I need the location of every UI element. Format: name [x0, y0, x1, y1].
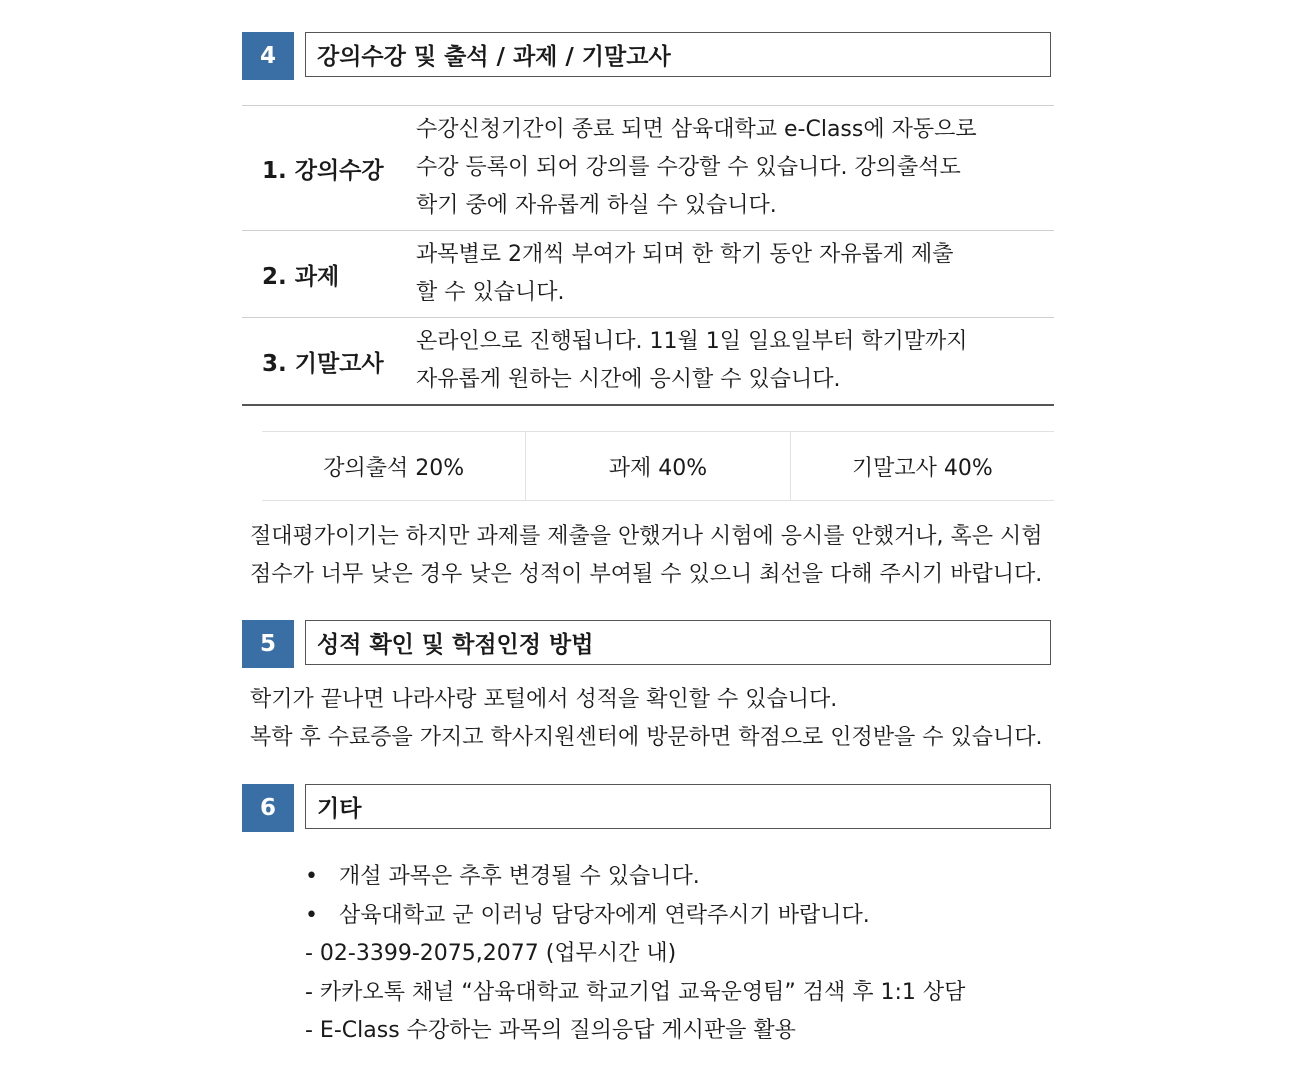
section-4-header [242, 32, 1054, 80]
bullet-icon: • [305, 902, 318, 928]
section-5-title: 성적 확인 및 학점인정 방법 [305, 620, 1051, 665]
list-item-text: 삼육대학교 군 이러닝 담당자에게 연락주시기 바랍니다. [339, 902, 870, 928]
row-text-line: 학기 중에 자유롭게 하실 수 있습니다. [416, 193, 777, 218]
note-line: 절대평가이기는 하지만 과제를 제출을 안했거나 시험에 응시를 안했거나, 혹은 시험 [250, 524, 1043, 549]
info-row-lecture [242, 105, 1054, 231]
body-line: 복학 후 수료증을 가지고 학사지원센터에 방문하면 학점으로 인정받을 수 있습니다. [250, 725, 1043, 750]
section-6-header [242, 784, 1054, 832]
list-item [305, 858, 965, 897]
grade-cell-final-exam: 기말고사 40% [851, 455, 993, 481]
row-text-line: 자유롭게 원하는 시간에 응시할 수 있습니다. [416, 367, 841, 392]
row-text-assignment [416, 236, 1016, 312]
grade-cell-assignment: 과제 40% [526, 432, 790, 500]
contact-line: - 카카오톡 채널 “삼육대학교 학교기업 교육운영팀” 검색 후 1:1 상담 [305, 979, 966, 1005]
row-label-assignment: 2. 과제 [262, 264, 340, 290]
info-row-assignment [242, 230, 1054, 318]
section-6-title: 기타 [305, 784, 1051, 829]
section-5-body [250, 681, 1043, 757]
section-4-number: 4 [242, 32, 294, 80]
section-4-title: 강의수강 및 출석 / 과제 / 기말고사 [305, 32, 1051, 77]
list-item-text: 개설 과목은 추후 변경될 수 있습니다. [339, 864, 700, 889]
contact-line: - 02-3399-2075,2077 (업무시간 내) [305, 941, 677, 966]
grade-weight-table [262, 431, 1054, 501]
row-text-lecture [416, 111, 1016, 225]
contact-line: - E-Class 수강하는 과목의 질의응답 게시판을 활용 [305, 1018, 796, 1043]
row-text-line: 수강 등록이 되어 강의를 수강할 수 있습니다. 강의출석도 [416, 155, 961, 180]
row-text-final-exam [416, 323, 1016, 399]
section-6-number: 6 [242, 784, 294, 832]
row-label-final-exam: 3. 기말고사 [262, 350, 384, 377]
list-item [305, 897, 965, 936]
section-5-number: 5 [242, 620, 294, 668]
grade-cell-attendance: 강의출석 20% [262, 432, 526, 500]
info-row-final-exam [242, 317, 1054, 406]
section-5-header [242, 620, 1054, 668]
row-text-line: 과목별로 2개씩 부여가 되며 한 학기 동안 자유롭게 제출 [416, 242, 954, 267]
section-6-list [305, 858, 965, 1051]
row-text-line: 수강신청기간이 종료 되면 삼육대학교 e-Class에 자동으로 [416, 117, 977, 142]
note-line: 점수가 너무 낮은 경우 낮은 성적이 부여될 수 있으니 최선을 다해 주시기 바랍니다. [250, 562, 1043, 587]
row-text-line: 할 수 있습니다. [416, 280, 565, 305]
row-text-line: 온라인으로 진행됩니다. 11월 1일 일요일부터 학기말까지 [416, 329, 968, 354]
body-line: 학기가 끝나면 나라사랑 포털에서 성적을 확인할 수 있습니다. [250, 687, 838, 712]
row-label-lecture: 1. 강의수강 [262, 158, 384, 184]
bullet-icon: • [305, 864, 318, 889]
grading-note [250, 518, 1043, 594]
